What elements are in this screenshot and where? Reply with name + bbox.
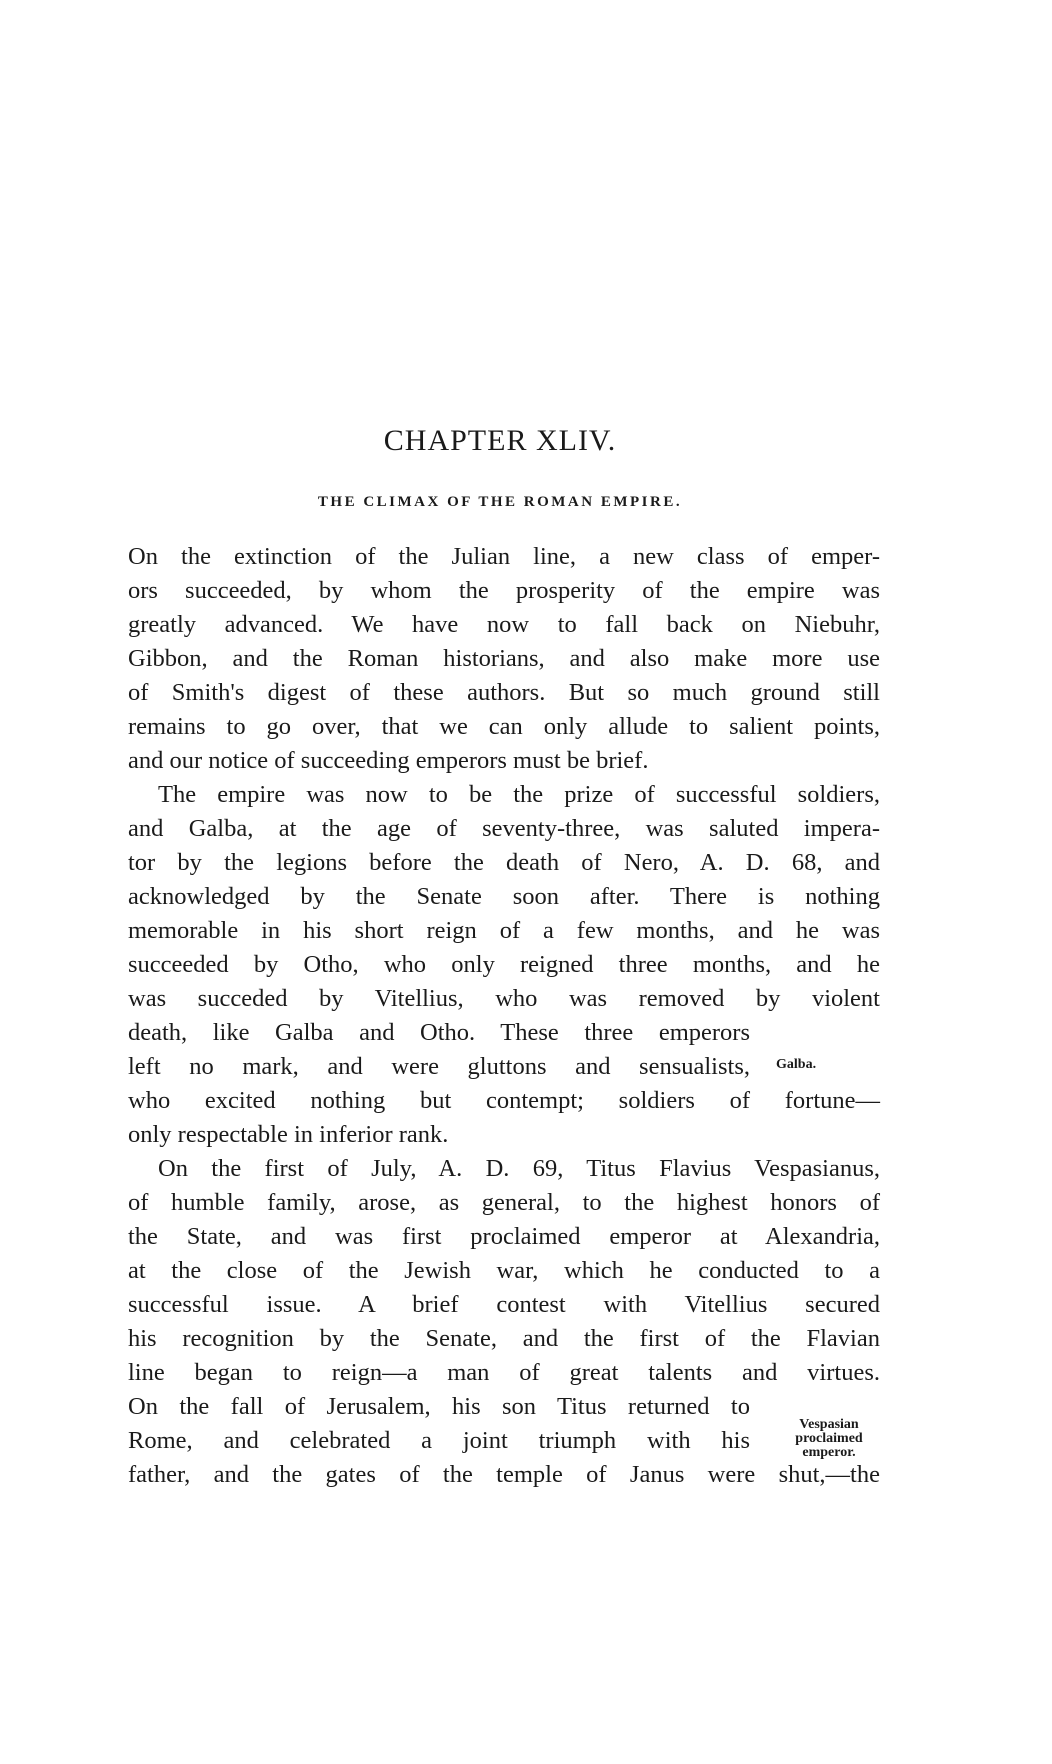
text-line: and Galba, at the age of seventy-three, was saluted impera- <box>128 815 880 842</box>
text-line: On the fall of Jerusalem, his son Titus returned to <box>128 1393 750 1420</box>
text-line: was succeded by Vitellius, who was removed by violent <box>128 985 880 1012</box>
text-line: remains to go over, that we can only allude to salient points, <box>128 713 880 740</box>
text-line: of humble family, arose, as general, to the highest honors of <box>128 1189 880 1216</box>
text-line: successful issue. A brief contest with Vitellius secured <box>128 1291 880 1318</box>
text-line: The empire was now to be the prize of successful soldiers, <box>158 781 880 808</box>
text-line: left no mark, and were gluttons and sensualists, <box>128 1053 750 1080</box>
text-line: who excited nothing but contempt; soldiers of fortune— <box>128 1087 880 1114</box>
text-line: On the first of July, A. D. 69, Titus Flavius Vespasianus, <box>158 1155 880 1182</box>
body-text <box>128 540 880 1492</box>
text-line: On the extinction of the Julian line, a new class of emper- <box>128 543 880 570</box>
text-line: succeeded by Otho, who only reigned three months, and he <box>128 951 880 978</box>
text-line: only respectable in inferior rank. <box>128 1121 449 1148</box>
text-line: tor by the legions before the death of Nero, A. D. 68, and <box>128 849 880 876</box>
text-line: death, like Galba and Otho. These three emperors <box>128 1019 750 1046</box>
text-line: at the close of the Jewish war, which he conducted to a <box>128 1257 880 1284</box>
text-line: of Smith's digest of these authors. But so much ground still <box>128 679 880 706</box>
text-line: and our notice of succeeding emperors must be brief. <box>128 747 649 774</box>
text-line: acknowledged by the Senate soon after. There is nothing <box>128 883 880 910</box>
text-line: the State, and was first proclaimed emperor at Alexandria, <box>128 1223 880 1250</box>
text-line: Rome, and celebrated a joint triumph with his <box>128 1427 750 1454</box>
margin-note-galba: Galba. <box>776 1057 817 1072</box>
chapter-subtitle: THE CLIMAX OF THE ROMAN EMPIRE. <box>317 494 683 510</box>
text-line: his recognition by the Senate, and the first of the Flavian <box>128 1325 880 1352</box>
chapter-title: CHAPTER XLIV. <box>383 424 617 457</box>
margin-note-line: Vespasian <box>799 1417 859 1432</box>
margin-note-line: emperor. <box>802 1445 856 1460</box>
margin-note-line: proclaimed <box>795 1431 863 1446</box>
text-line: memorable in his short reign of a few months, and he was <box>128 917 880 944</box>
text-line: line began to reign—a man of great talents and virtues. <box>128 1359 880 1386</box>
text-line: ors succeeded, by whom the prosperity of the empire was <box>128 577 880 604</box>
text-line: greatly advanced. We have now to fall back on Niebuhr, <box>128 611 880 638</box>
margin-note-vespasian <box>783 1418 875 1460</box>
text-line: father, and the gates of the temple of Janus were shut,—the <box>128 1461 880 1488</box>
text-line: Gibbon, and the Roman historians, and also make more use <box>128 645 880 672</box>
